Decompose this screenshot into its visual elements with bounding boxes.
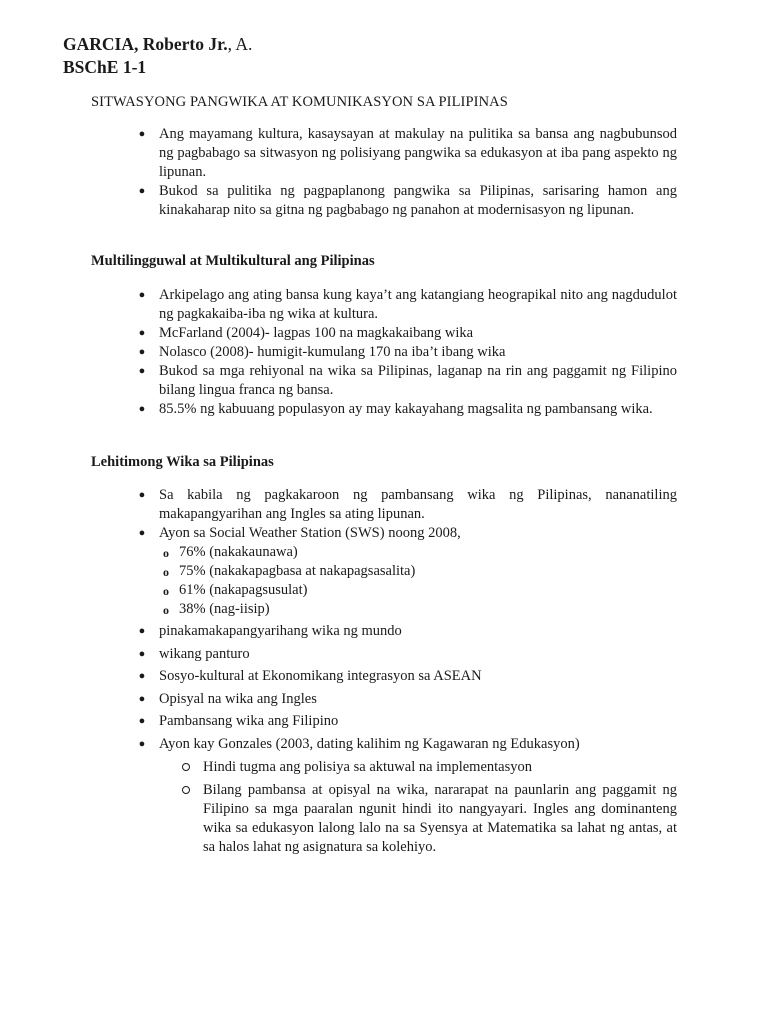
- list-item-text: 85.5% ng kabuuang populasyon ay may kakayahang magsalita ng pambansang wika.: [159, 401, 653, 417]
- section-title-multilingguwal: Multilingguwal at Multikultural ang Pilipinas: [91, 253, 375, 269]
- circle-bullet-icon: [182, 786, 190, 794]
- author-name: [63, 34, 252, 55]
- list-item: [134, 182, 677, 220]
- list-item: [134, 622, 677, 641]
- bullet-icon: ●: [138, 692, 146, 705]
- bullet-icon: ●: [138, 527, 146, 539]
- section1-bullet-list: [134, 125, 677, 220]
- sub-list-item-text: Hindi tugma ang polisiya sa aktuwal na implementasyon: [203, 759, 533, 775]
- list-item-text: Bukod sa pulitika ng pagpaplanong pangwika sa Pilipinas, sarisaring hamon ang kinakaharap nito sa gitna ng pagbabago ng panahon at modernisasyon ng lipunan.: [159, 183, 677, 218]
- bullet-icon: ●: [138, 489, 146, 501]
- bullet-icon: ●: [138, 128, 146, 140]
- bullet-icon: ●: [138, 327, 146, 339]
- sub-list-item-text: 61% (nakapagsusulat): [179, 582, 308, 598]
- sub-bullet-icon: o: [163, 603, 169, 617]
- bullet-icon: ●: [138, 346, 146, 358]
- sub-list-item-text: 75% (nakakapagbasa at nakapagsasalita): [179, 563, 416, 579]
- list-item-text: Opisyal na wika ang Ingles: [159, 690, 317, 707]
- bullet-icon: ●: [138, 365, 146, 377]
- section3-bullet-list-2: [134, 622, 677, 754]
- section-title-sitwasyong-pangwika: SITWASYONG PANGWIKA AT KOMUNIKASYON SA PILIPINAS: [91, 94, 508, 110]
- section-title-lehitimong-wika: Lehitimong Wika sa Pilipinas: [91, 454, 274, 470]
- list-item-text: Sa kabila ng pagkakaroon ng pambansang wika ng Pilipinas, nananatiling makapangyarihan ang Ingles sa ating lipunan.: [159, 487, 677, 522]
- bullet-icon: ●: [138, 670, 146, 683]
- list-item: [134, 486, 677, 524]
- bullet-icon: ●: [138, 647, 146, 660]
- sub-list-item: [180, 758, 677, 777]
- bullet-icon: ●: [138, 403, 146, 415]
- sub-bullet-icon: o: [163, 565, 169, 579]
- list-item-text: Pambansang wika ang Filipino: [159, 713, 339, 730]
- sub-list-item-text: 76% (nakakaunawa): [179, 544, 298, 560]
- list-item: [134, 645, 677, 664]
- section3-bullet-list: [134, 486, 677, 619]
- sub-bullet-icon: o: [163, 584, 169, 598]
- bullet-icon: ●: [138, 715, 146, 728]
- list-item: [134, 712, 677, 731]
- sws-results-list: [159, 543, 677, 619]
- list-item: [134, 324, 677, 343]
- sub-list-item: [159, 600, 677, 619]
- sub-list-item-text: 38% (nag-iisip): [179, 601, 270, 617]
- list-item: [134, 667, 677, 686]
- sub-list-item-text: Bilang pambansa at opisyal na wika, nararapat na paunlarin ang paggamit ng Filipino sa mga paaralan ngunit hindi ito nangyayari. Ingles ang dominanteng wika sa edukasyon lalong lalo na sa Syensya at Matematika sa lahat ng antas, at sa halos lahat ng asignatura sa kolehiyo.: [203, 782, 677, 855]
- sub-list-item: [180, 781, 677, 857]
- list-item: [134, 362, 677, 400]
- sub-bullet-icon: o: [163, 546, 169, 560]
- list-item: [134, 524, 677, 619]
- list-item: [134, 400, 677, 419]
- list-item-text: Nolasco (2008)- humigit-kumulang 170 na iba’t ibang wika: [159, 344, 506, 360]
- sub-list-item: [159, 581, 677, 600]
- author-course: BSChE 1-1: [63, 57, 147, 77]
- sub-list-item: [159, 562, 677, 581]
- gonzales-points-list: [180, 758, 677, 857]
- list-item: [134, 343, 677, 362]
- section2-bullet-list: [134, 286, 677, 419]
- author-name-main: GARCIA, Roberto Jr.: [63, 34, 228, 54]
- list-item-text: McFarland (2004)- lagpas 100 na magkakaibang wika: [159, 325, 474, 341]
- list-item-text: Ang mayamang kultura, kasaysayan at makulay na pulitika sa bansa ang nagbubunsod ng pagbabago sa sitwasyon ng polisiyang pangwika sa edukasyon at iba pang aspekto ng lipunan.: [159, 126, 677, 180]
- list-item-text: wikang panturo: [159, 645, 250, 662]
- list-item-text: Arkipelago ang ating bansa kung kaya’t ang katangiang heograpikal nito ang nagdudulot ng pagkakaiba-iba ng wika at kultura.: [159, 287, 677, 322]
- list-item-text: Bukod sa mga rehiyonal na wika sa Pilipinas, laganap na rin ang paggamit ng Filipino bilang lingua franca ng bansa.: [159, 363, 677, 398]
- list-item: [134, 125, 677, 182]
- circle-bullet-icon: [182, 763, 190, 771]
- list-item: [134, 690, 677, 709]
- list-item-text: Ayon kay Gonzales (2003, dating kalihim ng Kagawaran ng Edukasyon): [159, 735, 580, 752]
- list-item-text: Ayon sa Social Weather Station (SWS) noong 2008,: [159, 525, 461, 541]
- bullet-icon: ●: [138, 289, 146, 301]
- bullet-icon: ●: [138, 737, 146, 750]
- list-item: [134, 735, 677, 754]
- author-name-initial: , A.: [227, 34, 253, 54]
- sub-list-item: [159, 543, 677, 562]
- list-item-text: Sosyo-kultural at Ekonomikang integrasyon sa ASEAN: [159, 668, 482, 685]
- bullet-icon: ●: [138, 185, 146, 197]
- bullet-icon: ●: [138, 625, 146, 637]
- list-item: [134, 286, 677, 324]
- list-item-text: pinakamakapangyarihang wika ng mundo: [159, 623, 402, 639]
